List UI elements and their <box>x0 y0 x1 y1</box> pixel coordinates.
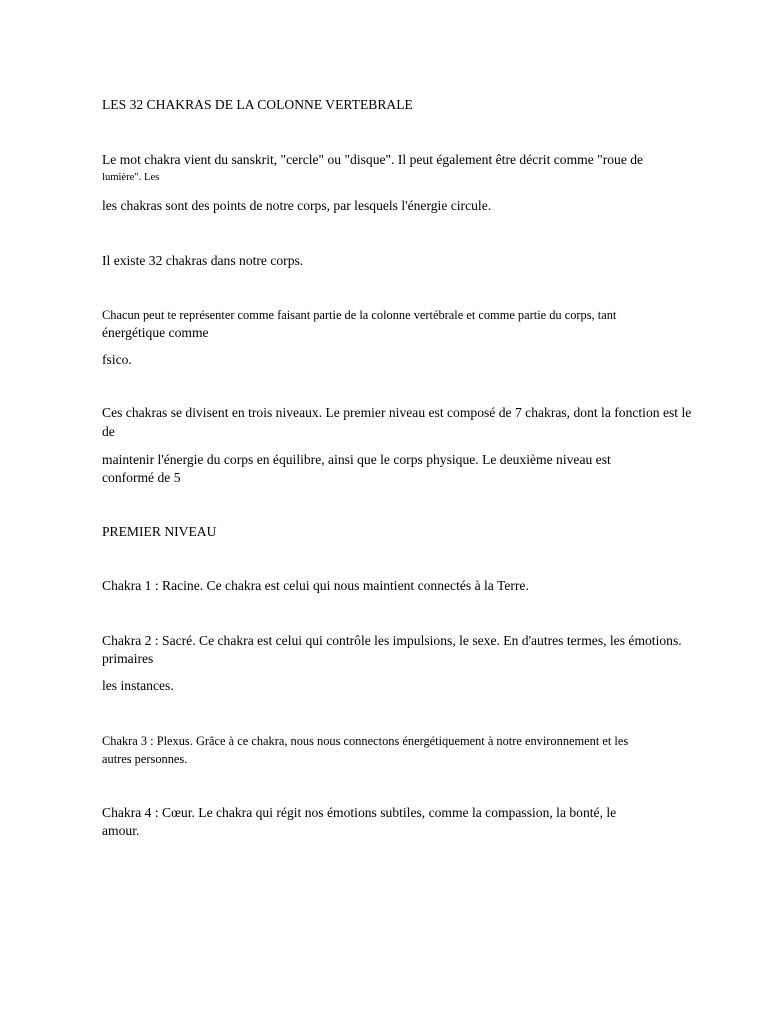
paragraph-4-line-1: Ces chakras se divisent en trois niveaux. Le premier niveau est composé de 7 chakras, dont la fonction est le <box>102 405 692 420</box>
chakra-4-line-1: Chakra 4 : Cœur. Le chakra qui régit nos émotions subtiles, comme la compassion, la bonté, le <box>102 805 617 820</box>
paragraph-3-line-2: énergétique comme <box>102 325 209 340</box>
paragraph-1-line-2: lumière". Les <box>102 172 160 183</box>
chakra-2-line-1: Chakra 2 : Sacré. Ce chakra est celui qui contrôle les impulsions, le sexe. En d'autres termes, les émotions. <box>102 633 682 648</box>
chakra-3-line-1: Chakra 3 : Plexus. Grâce à ce chakra, nous nous connectons énergétiquement à notre environnement et les <box>102 734 629 748</box>
paragraph-1-line-3: les chakras sont des points de notre corps, par lesquels l'énergie circule. <box>102 198 492 213</box>
chakra-3-line-2: autres personnes. <box>102 752 188 766</box>
chakra-2-line-3: les instances. <box>102 678 174 693</box>
paragraph-2: Il existe 32 chakras dans notre corps. <box>102 253 304 268</box>
section-heading: PREMIER NIVEAU <box>102 524 217 539</box>
chakra-1-text: Chakra 1 : Racine. Ce chakra est celui qui nous maintient connectés à la Terre. <box>102 578 529 593</box>
chakra-4-line-2: amour. <box>102 823 140 838</box>
document-title: LES 32 CHAKRAS DE LA COLONNE VERTEBRALE <box>102 97 413 112</box>
paragraph-4-line-2: de <box>102 424 115 439</box>
paragraph-4-line-3: maintenir l'énergie du corps en équilibre, ainsi que le corps physique. Le deuxième niveau est <box>102 452 611 467</box>
paragraph-4-line-4: conformé de 5 <box>102 470 181 485</box>
paragraph-1-line-1: Le mot chakra vient du sanskrit, "cercle" ou "disque". Il peut également être décrit comme "roue de <box>102 152 644 167</box>
chakra-2-line-2: primaires <box>102 651 154 666</box>
paragraph-3-line-1: Chacun peut te représenter comme faisant partie de la colonne vertébrale et comme partie du corps, tant <box>102 308 617 322</box>
paragraph-3-line-3: fsico. <box>102 352 132 367</box>
